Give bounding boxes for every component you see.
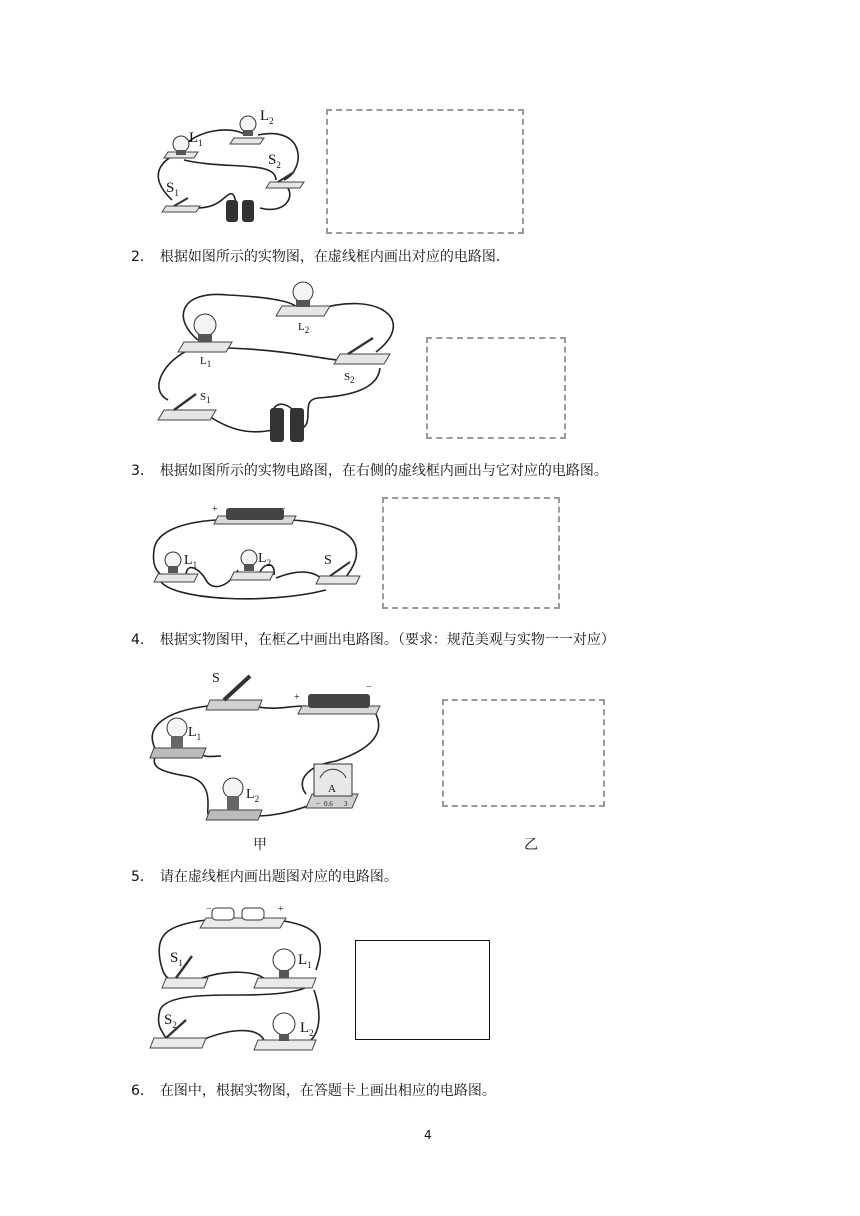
svg-text:−: − bbox=[316, 800, 320, 808]
svg-text:+: + bbox=[278, 904, 284, 915]
svg-text:+: + bbox=[294, 692, 300, 703]
svg-text:L1: $L_1$ bbox=[298, 952, 312, 970]
answer-box-1[interactable] bbox=[326, 109, 524, 234]
svg-text:L1: $L_1$ bbox=[200, 355, 212, 369]
svg-text:S2: $S_2$ bbox=[164, 1012, 177, 1030]
battery-box bbox=[200, 908, 286, 928]
question-4: 4． 根据实物图甲，在框乙中画出电路图。（要求：规范美观与实物一一对应） bbox=[131, 632, 615, 648]
circuit-figure-1 bbox=[136, 100, 316, 240]
svg-text:A: A bbox=[328, 783, 336, 795]
switch-s2 bbox=[334, 338, 390, 364]
answer-box-4[interactable] bbox=[442, 699, 605, 807]
svg-text:0.6: 0.6 bbox=[324, 800, 333, 808]
svg-text:S1: $S_1$ bbox=[200, 391, 211, 405]
answer-box-2[interactable] bbox=[426, 337, 566, 439]
svg-text:S: S bbox=[212, 671, 220, 686]
svg-text:L2: $L_2$ bbox=[258, 551, 272, 568]
svg-text:L1: $L_1$ bbox=[189, 130, 203, 148]
svg-text:L1: $L_1$ bbox=[184, 553, 198, 570]
svg-text:L1: $L_1$ bbox=[188, 725, 202, 742]
svg-text:−: − bbox=[206, 904, 212, 915]
svg-text:3: 3 bbox=[344, 800, 348, 808]
question-3: 3． 根据如图所示的实物电路图，在右侧的虚线框内画出与它对应的电路图。 bbox=[131, 463, 608, 479]
svg-text:S: S bbox=[324, 553, 332, 568]
svg-text:L2: $L_2$ bbox=[300, 1020, 314, 1038]
answer-box-5[interactable] bbox=[355, 940, 490, 1040]
circuit-figure-4 bbox=[146, 666, 386, 828]
bulb-l2 bbox=[276, 282, 330, 316]
svg-text:S1: $S_1$ bbox=[166, 180, 179, 198]
svg-text:S1: $S_1$ bbox=[170, 950, 183, 968]
answer-box-3[interactable] bbox=[382, 497, 560, 609]
svg-text:−: − bbox=[366, 682, 372, 693]
page-number: 4 bbox=[424, 1128, 432, 1142]
question-5: 5． 请在虚线框内画出题图对应的电路图。 bbox=[131, 869, 398, 885]
battery-pack bbox=[298, 694, 380, 714]
svg-text:L2: $L_2$ bbox=[260, 108, 274, 126]
battery bbox=[270, 408, 304, 442]
question-6: 6． 在图中，根据实物图，在答题卡上画出相应的电路图。 bbox=[131, 1083, 496, 1099]
battery bbox=[226, 200, 254, 222]
svg-text:S2: $S_2$ bbox=[344, 371, 355, 385]
svg-text:S2: $S_2$ bbox=[268, 152, 281, 170]
caption-yi: 乙 bbox=[524, 837, 538, 853]
svg-text:L2: $L_2$ bbox=[246, 787, 260, 804]
switch-s1 bbox=[162, 198, 200, 212]
bulb-l1 bbox=[178, 314, 232, 352]
circuit-figure-3 bbox=[146, 500, 366, 610]
svg-text:+: + bbox=[212, 504, 218, 515]
caption-jia: 甲 bbox=[253, 837, 267, 853]
svg-text:L2: $L_2$ bbox=[298, 321, 310, 335]
question-2: 2． 根据如图所示的实物图，在虚线框内画出对应的电路图． bbox=[131, 249, 510, 265]
circuit-figure-5 bbox=[146, 900, 336, 1062]
svg-text:−: − bbox=[280, 504, 286, 515]
switch-s1 bbox=[162, 956, 208, 988]
circuit-figure-2 bbox=[148, 280, 408, 450]
